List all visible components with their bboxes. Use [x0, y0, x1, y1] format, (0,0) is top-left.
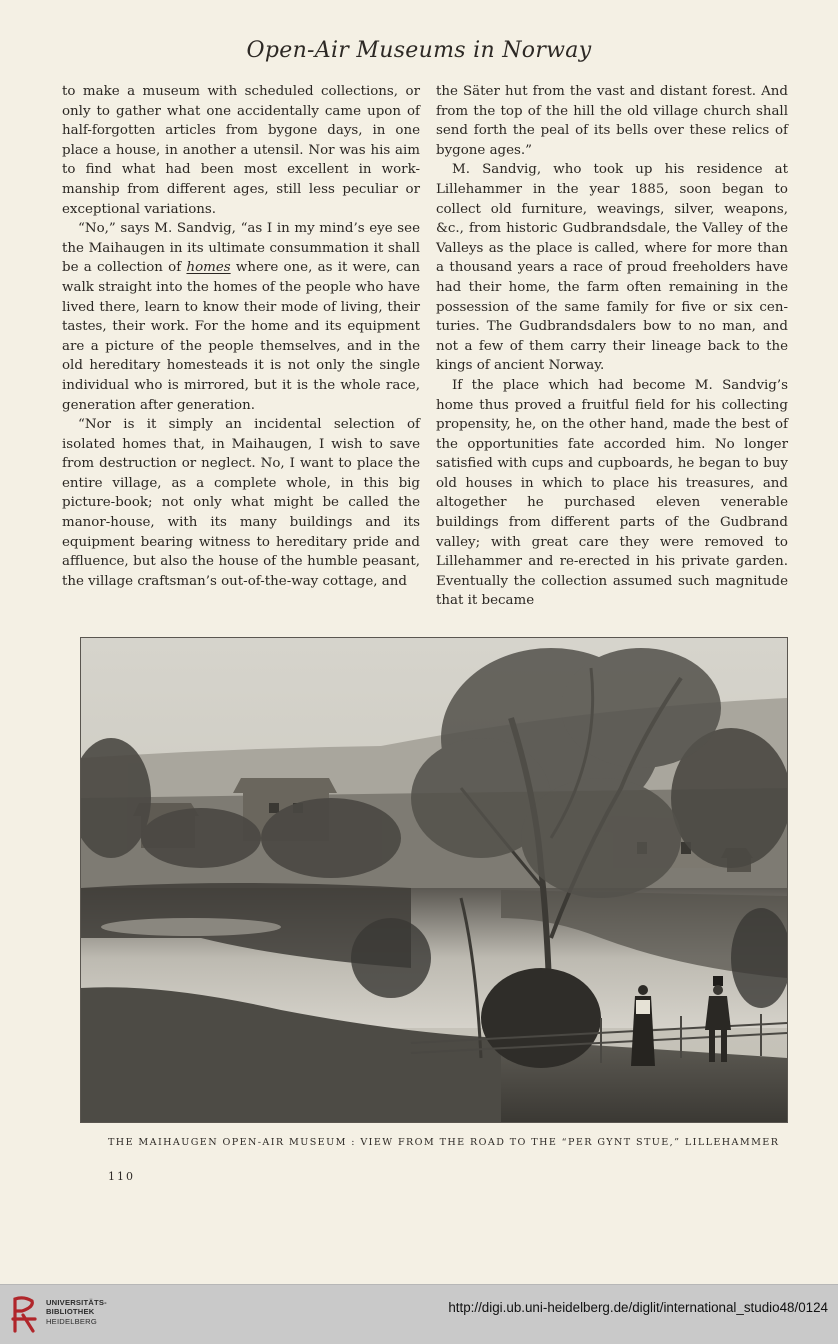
paragraph: to make a museum with scheduled collections, or only to gather what one accidentally came upon of half-forgotten articles from bygone days, in one place a house, in another a utensil. Nor was his aim to find what had been most excellent in work-manship from different ages, still less peculiar or exceptional variations. [62, 84, 420, 217]
quote-text-start: “No,” says M. Sandvig, “as I in my mind’s eye see the Maihaugen in its ultimate consummation it shall be a collection of [62, 221, 420, 276]
library-line: UNIVERSITÄTS- [46, 1298, 107, 1307]
library-line: HEIDELBERG [46, 1316, 97, 1326]
quote-text-end: where one, as it were, can walk straight into the homes of the people who have lived there, learn to know their mode of living, their tastes, their work. For the home and its equipment are a picture of the people themselves, and in the old hereditary homesteads it is not only the single individual who is mirrored, but it is the whole race, generation after generation. [62, 260, 420, 413]
paragraph: If the place which had become M. Sandvig’s home thus proved a fruitful field for his collecting propensity, he, on the other hand, made the best of the opportunities fate accorded him. No longer satisfied with cups and cupboards, he began to buy old houses in which to place his treasures, and altogether he purchased eleven venerable buildings from different parts of the Gudbrand valley; with great care they were removed to Lillehammer and re-erected in his private garden. Eventually the collection assumed such magnitude that it became [436, 377, 788, 609]
paragraph: M. Sandvig, who took up his residence at Lillehammer in the year 1885, soon began to collect old furniture, weavings, silver, weapons, &c., from historic Gudbrandsdale, the Valley of the Valleys as the place is called, where for more than a thousand years a race of proud freeholders have had their home, the farm often remaining in the possession of the same family for five or six cen-turies. The Gudbrandsdalers bow to no man, and not a few of them carry their lineage back to the kings of ancient Norway. [436, 162, 788, 374]
paragraph: the Säter hut from the vast and distant forest. And from the top of the hill the old village church shall send forth the peal of its bells over these relics of bygone ages.” [436, 84, 788, 158]
source-url-link[interactable]: http://digi.ub.uni-heidelberg.de/diglit/international_studio48/0124 [448, 1300, 828, 1315]
left-text-column [62, 82, 420, 591]
page-number: 110 [108, 1170, 135, 1183]
library-line: BIBLIOTHEK [46, 1307, 95, 1317]
emphasis-homes: homes [186, 260, 231, 276]
running-title: Open-Air Museums in Norway [246, 38, 592, 63]
figure-caption: THE MAIHAUGEN OPEN-AIR MUSEUM : VIEW FROM THE ROAD TO THE “PER GYNT STUE,” LILLEHAMMER [108, 1137, 780, 1148]
right-text-column [436, 82, 788, 611]
university-library-logo [10, 1293, 38, 1335]
library-name [46, 1298, 107, 1326]
paragraph: “Nor is it simply an incidental selection of isolated homes that, in Maihaugen, I wish to save from destruction or neglect. No, I want to place the entire village, as a complete whole, in this big picture-book; not only what might be called the manor-house, with its many buildings and its equipment bearing witness to hereditary pride and affluence, but also the house of the humble peasant, the village craftsman’s out-of-the-way cottage, and [62, 417, 420, 589]
paragraph-quote [62, 219, 420, 415]
museum-photograph [80, 637, 788, 1123]
digitization-footer [0, 1284, 838, 1344]
